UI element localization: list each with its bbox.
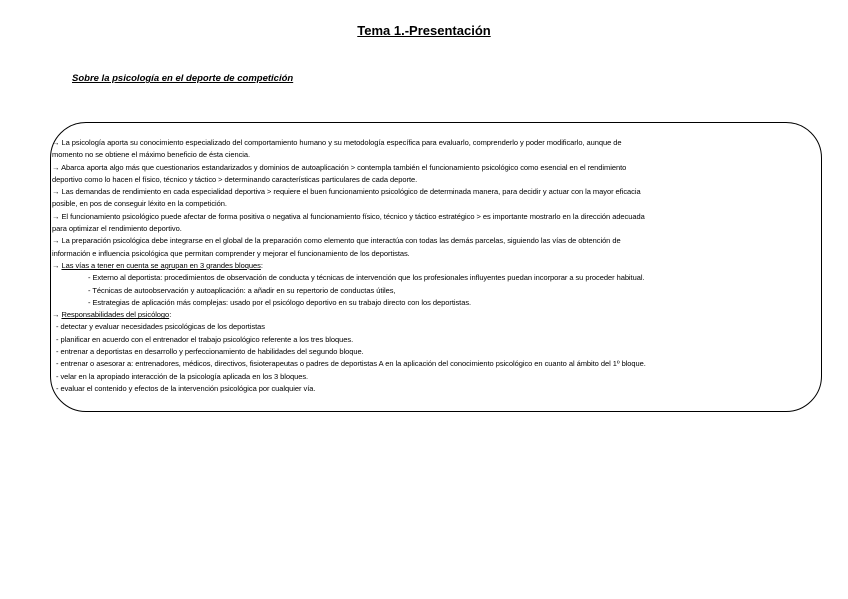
text-line: posible, en pos de conseguir léxito en la competición. [52, 199, 227, 209]
text-line: - Externo al deportista: procedimientos de observación de conducta y técnicas de intervención que los profesionales influyentes puedan incorporar a su proceder habitual. [88, 273, 645, 283]
text-line: - planificar en acuerdo con el entrenador el trabajo psicológico referente a los tres bloques. [56, 334, 354, 344]
text-line: - entrenar o asesorar a: entrenadores, médicos, directivos, fisioterapeutas o padres de deportistas A en la aplicación del conocimiento psicológico en cuanto al ámbito del 1º bloque. [56, 359, 646, 369]
text-line: - entrenar a deportistas en desarrollo y perfeccionamiento de habilidades del segundo bloque. [56, 347, 364, 357]
text-segment: : [169, 310, 172, 320]
underlined-text: Las vías a tener en cuenta se agrupan en 3 grandes bloques [61, 260, 261, 270]
text-segment: → [52, 310, 62, 320]
text-line: - detectar y evaluar necesidades psicológicas de los deportistas [56, 322, 266, 332]
text-line: → La psicología aporta su conocimiento especializado del comportamiento humano y su metodología específica para evaluarlo, comprenderlo y poder modificarlo, aunque de [52, 138, 622, 147]
text-line: momento no se obtiene el máximo beneficio de ésta ciencia. [52, 150, 251, 160]
text-line: - Técnicas de autoobservación y autoaplicación: a añadir en su repertorio de conductas útiles, [88, 285, 396, 295]
text-line: - Estrategias de aplicación más complejas: usado por el psicólogo deportivo en su trabajo directo con los deportistas. [88, 297, 472, 307]
content-text [52, 137, 812, 395]
text-line [52, 260, 812, 272]
text-line: → La preparación psicológica debe integrarse en el global de la preparación como elemento que interactúa con todas las demás parcelas, siguiendo las vías de obtención de [52, 236, 621, 246]
section-subtitle: Sobre la psicología en el deporte de competición [72, 73, 294, 84]
text-segment: → [52, 260, 62, 270]
text-line: - velar en la apropiado interacción de la psicología aplicada en los 3 bloques. [56, 371, 309, 381]
text-line [52, 309, 812, 321]
text-segment: : [260, 260, 263, 270]
text-line: → El funcionamiento psicológico puede afectar de forma positiva o negativa al funcionamiento físico, técnico y táctico estratégico > es importante mostrarlo en la dirección adecuada [52, 211, 645, 221]
text-line: → Las demandas de rendimiento en cada especialidad deportiva > requiere el buen funcionamiento psicológico de determinada manera, para decidir y actuar con la mayor eficacia [52, 187, 641, 197]
text-line: - evaluar el contenido y efectos de la intervención psicológica por cualquier vía. [56, 383, 316, 393]
text-line: → Abarca aporta algo más que cuestionarios estandarizados y dominios de autoaplicación > contempla también el funcionamiento psicológico como esencial en el rendimiento [52, 162, 627, 172]
underlined-text: Responsabilidades del psicólogo [61, 310, 170, 320]
text-line: deportivo como lo hacen el físico, técnico y táctico > determinando características particulares de cada deporte. [52, 174, 418, 184]
page-title: Tema 1.-Presentación [357, 23, 491, 38]
text-line: para optimizar el rendimiento deportivo. [52, 224, 182, 234]
text-line: información e influencia psicológica que permitan comprender y mejorar el funcionamiento de los deportistas. [52, 248, 410, 258]
